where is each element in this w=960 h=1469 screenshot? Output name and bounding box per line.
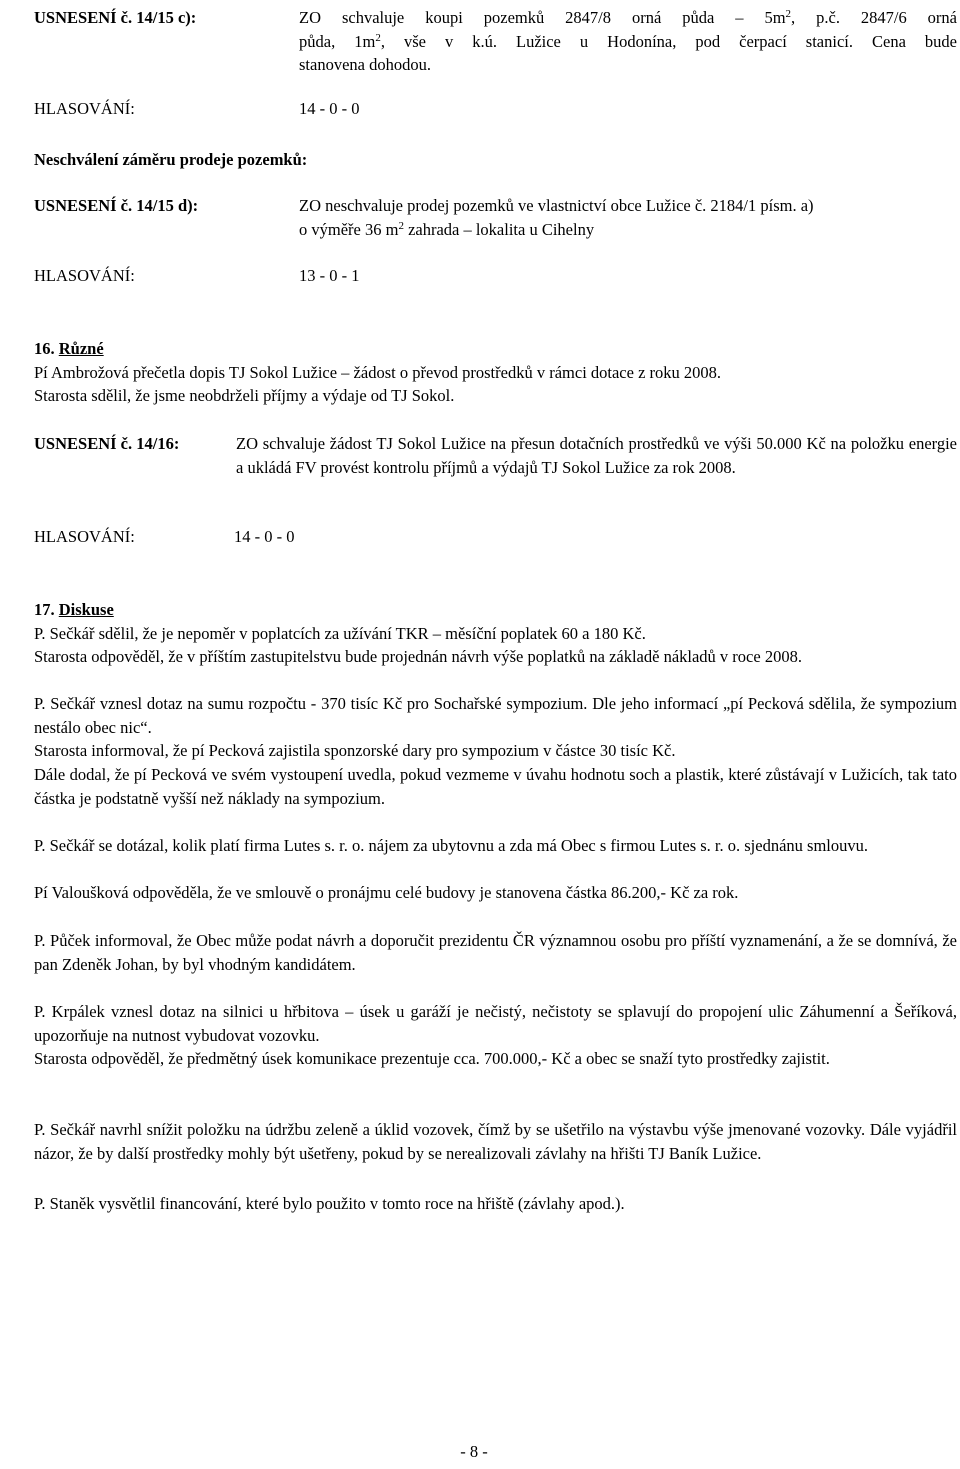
resolution-label-14-15-d: USNESENÍ č. 14/15 d): [34, 196, 199, 215]
section-17-paragraph-12: P. Staněk vysvětlil financování, které bylo použito v tomto roce na hřiště (závlahy apod.). [34, 1194, 625, 1213]
section-17-heading [34, 598, 114, 622]
resolution-label-14-16: USNESENÍ č. 14/16: [34, 434, 180, 453]
section-17-paragraph-5: Dále dodal, že pí Pecková ve svém vystoupení uvedla, pokud vezmeme v úvahu hodnotu soch a plastik, které zůstávají v Lužicích, tak tato částka je podstatně vyšší než náklady na sympozium. [34, 765, 957, 808]
resolution-14-15-c-line2: půda, $1m^2$, vše v k.ú. Lužice u Hodonína, pod čerpací stanicí. Cena bude [299, 31, 957, 51]
vote-result: 14 - 0 - 0 [234, 527, 295, 546]
section-17-paragraph-3: P. Sečkář vznesl dotaz na sumu rozpočtu - 370 tisíc Kč pro Sochařské sympozium. Dle jeho informací „pí Pecková sdělila, že sympozium nestálo obec nic“. [34, 694, 957, 737]
page-number: - 8 - [460, 1442, 488, 1461]
section-heading-neschvaleni: Neschválení záměru prodeje pozemků: [34, 150, 308, 169]
resolution-text-14-16: ZO schvaluje žádost TJ Sokol Lužice na přesun dotačních prostředků ve výši 50.000 Kč na položku energie a ukládá FV provést kontrolu příjmů a výdajů TJ Sokol Lužice za rok 2008. [236, 434, 957, 477]
section-16-paragraph-1: Pí Ambrožová přečetla dopis TJ Sokol Lužice – žádost o převod prostředků v rámci dotace z roku 2008. [34, 363, 722, 382]
resolution-text-14-15-d [299, 194, 957, 241]
vote-row-1 [34, 97, 360, 121]
vote-result: 13 - 0 - 1 [299, 266, 360, 285]
vote-result: 14 - 0 - 0 [299, 99, 360, 118]
resolution-14-15-c-line1: ZO schvaluje koupi pozemků 2847/8 orná půda – $5m^2$, p.č. 2847/6 orná [299, 8, 957, 27]
section-title: Diskuse [58, 600, 114, 619]
resolution-text-14-15-c [299, 6, 957, 77]
section-17-paragraph-11: P. Sečkář navrhl snížit položku na údržbu zeleně a úklid vozovek, čímž by se ušetřilo na výstavbu výše jmenované vozovky. Dále vyjádřil názor, že by další prostředky mohly být ušetřeny, pokud by se nerealizovali závlahy na hřišti TJ Baník Lužice. [34, 1120, 957, 1163]
section-17-paragraph-8: P. Půček informoval, že Obec může podat návrh a doporučit prezidentu ČR významnou osobu pro příští vyznamenání, a že se domnívá, že pan Zdeněk Johan, by byl vhodným kandidátem. [34, 931, 957, 974]
section-number: 17. [34, 600, 55, 619]
vote-row-2 [34, 264, 360, 288]
section-17-paragraph-10: Starosta odpověděl, že předmětný úsek komunikace prezentuje cca. 700.000,- Kč a obec se snaží tyto prostředky zajistit. [34, 1049, 830, 1068]
section-17-paragraph-2: Starosta odpověděl, že v příštím zastupitelstvu bude projednán návrh výše poplatků na základě nákladů v roce 2008. [34, 647, 802, 666]
section-title: Různé [58, 339, 104, 358]
section-16-heading [34, 337, 104, 361]
section-17-paragraph-6: P. Sečkář se dotázal, kolik platí firma Lutes s. r. o. nájem za ubytovnu a zda má Obec s firmou Lutes s. r. o. sjednánu smlouvu. [34, 836, 868, 855]
section-number: 16. [34, 339, 55, 358]
resolution-label-14-15-c: USNESENÍ č. 14/15 c): [34, 8, 197, 27]
resolution-14-15-c-line3: stanovena dohodou. [299, 55, 431, 74]
vote-label: HLASOVÁNÍ: [34, 527, 135, 546]
section-16-paragraph-2: Starosta sdělil, že jsme neobdrželi příjmy a výdaje od TJ Sokol. [34, 386, 455, 405]
vote-row-3 [34, 525, 295, 549]
section-17-paragraph-1: P. Sečkář sdělil, že je nepoměr v poplatcích za užívání TKR – měsíční poplatek 60 a 180 Kč. [34, 624, 646, 643]
section-17-paragraph-4: Starosta informoval, že pí Pecková zajistila sponzorské dary pro sympozium v částce 30 tisíc Kč. [34, 741, 676, 760]
section-17-paragraph-7: Pí Valoušková odpověděla, že ve smlouvě o pronájmu celé budovy je stanovena částka 86.200,- Kč za rok. [34, 883, 739, 902]
vote-label: HLASOVÁNÍ: [34, 99, 135, 118]
section-17-paragraph-9: P. Krpálek vznesl dotaz na silnici u hřbitova – úsek u garáží je nečistý, nečistoty se splavují do propojení ulic Záhumenní a Šeříková, upozorňuje na nutnost vybudovat vozovku. [34, 1002, 957, 1045]
vote-label: HLASOVÁNÍ: [34, 266, 135, 285]
resolution-14-15-d-line1: ZO neschvaluje prodej pozemků ve vlastnictví obce Lužice č. 2184/1 písm. a) [299, 196, 814, 215]
resolution-14-15-d-line2: o výměře 36 $m^2$ zahrada – lokalita u Cihelny [299, 219, 595, 239]
